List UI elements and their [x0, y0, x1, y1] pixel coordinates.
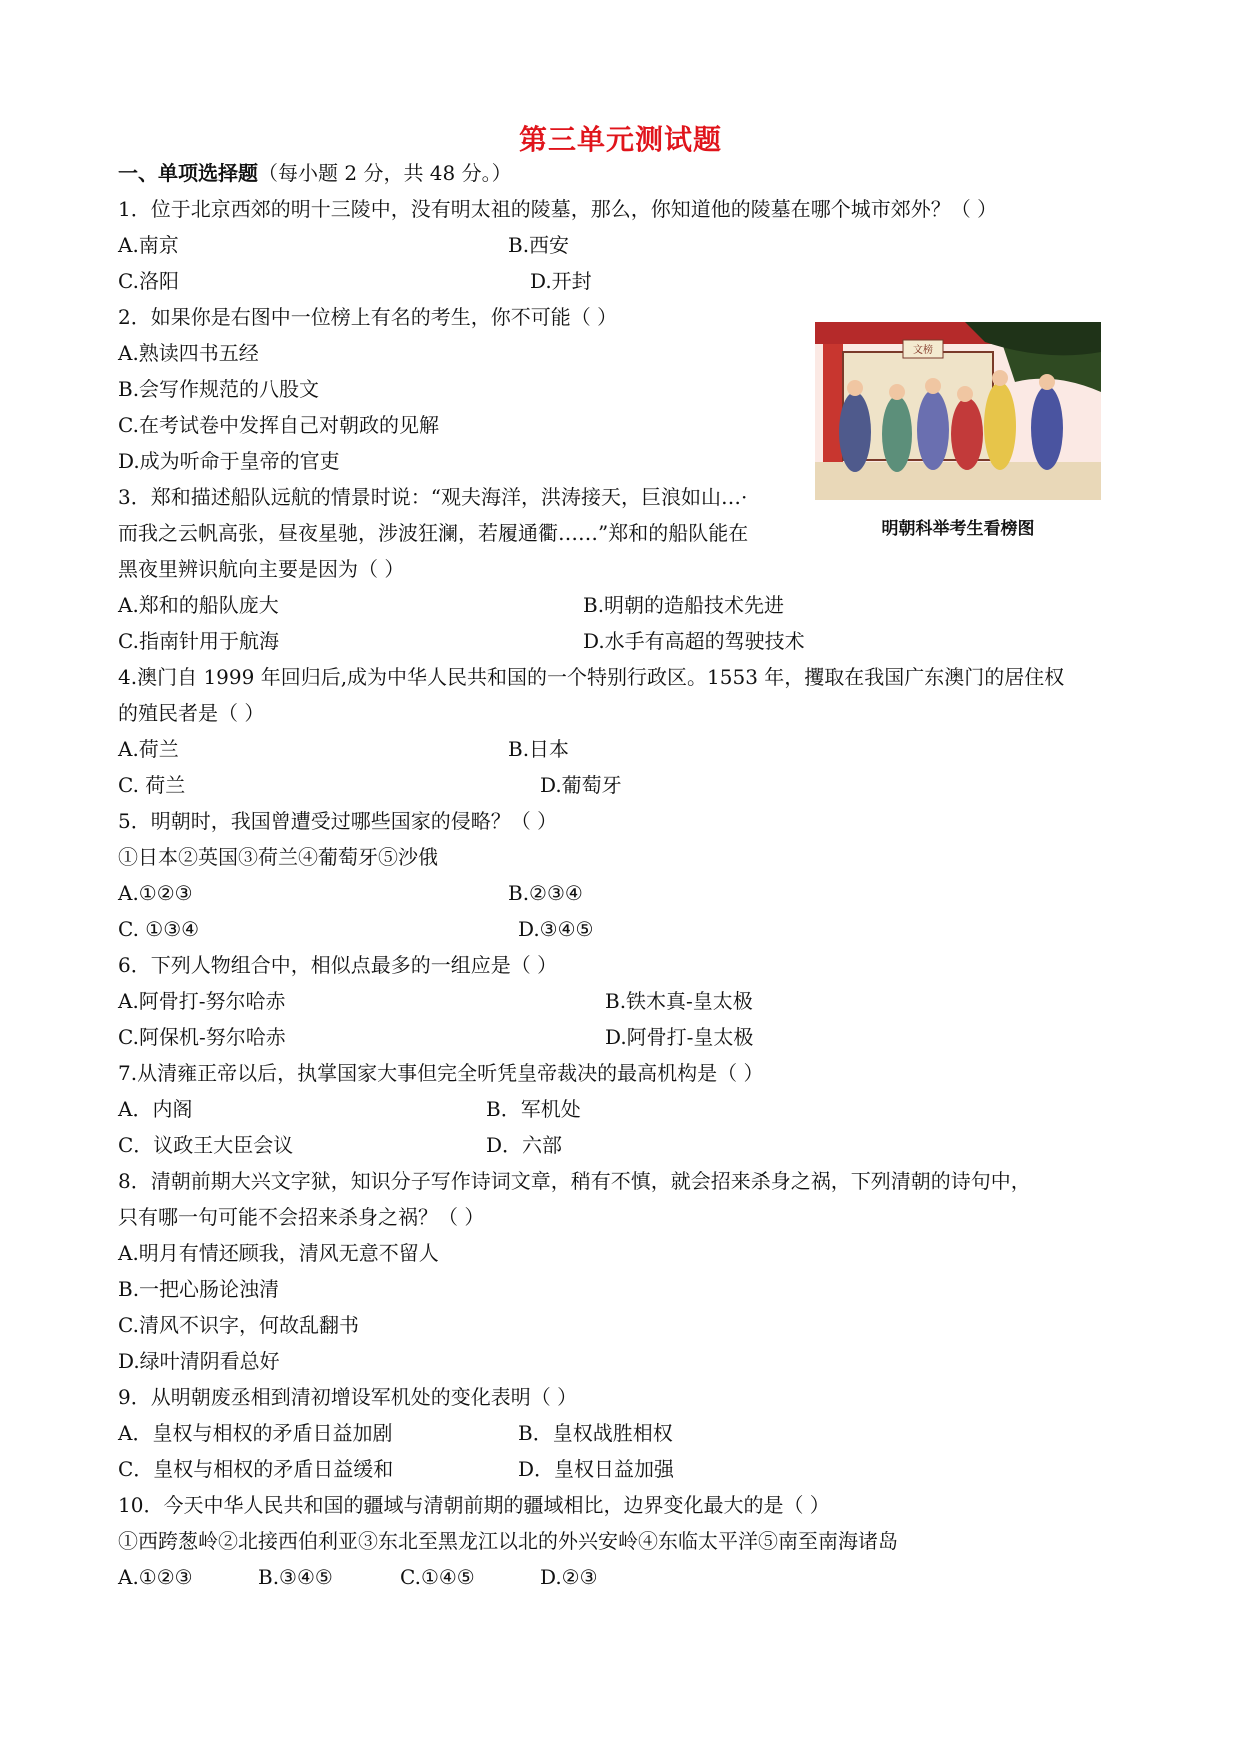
- q7-option-d: D．六部: [486, 1133, 563, 1157]
- question-3-stem-line1: 3．郑和描述船队远航的情景时说：“观夫海洋，洪涛接天，巨浪如山…·: [118, 485, 748, 509]
- q9-option-b: B．皇权战胜相权: [518, 1421, 673, 1445]
- question-3-stem-line2: 而我之云帆高张，昼夜星驰，涉波狂澜，若履通衢……”郑和的船队能在: [118, 521, 749, 545]
- plaque-text: 文榜: [913, 345, 933, 356]
- q4-option-b: B.日本: [508, 737, 570, 761]
- figure-caption: 明朝科举考生看榜图: [881, 519, 1035, 539]
- q2-option-c: C.在考试卷中发挥自己对朝政的见解: [118, 413, 439, 437]
- exam-results-illustration: [815, 322, 1101, 500]
- q6-option-d: D.阿骨打-皇太极: [605, 1025, 754, 1049]
- q5-option-c: C. ①③④: [118, 917, 200, 941]
- section-note: （每小题 2 分，共 48 分。）: [258, 161, 512, 185]
- q1-option-c: C.洛阳: [118, 269, 179, 293]
- question-1-stem: 1．位于北京西郊的明十三陵中，没有明太祖的陵墓，那么，你知道他的陵墓在哪个城市郊外？（ ）: [118, 197, 998, 221]
- q6-option-b: B.铁木真-皇太极: [605, 989, 753, 1013]
- q4-option-c: C. 荷兰: [118, 773, 186, 797]
- q1-option-d: D.开封: [530, 269, 592, 293]
- section-header: [118, 160, 512, 186]
- q5-option-b: B.②③④: [508, 881, 583, 905]
- question-3-stem-line3: 黑夜里辨识航向主要是因为（ ）: [118, 557, 405, 581]
- question-8-stem-line1: 8．清朝前期大兴文字狱，知识分子写作诗词文章，稍有不慎，就会招来杀身之祸，下列清朝的诗句中，: [118, 1169, 1031, 1193]
- q7-option-a: A．内阁: [118, 1097, 193, 1121]
- q3-option-c: C.指南针用于航海: [118, 629, 279, 653]
- q5-items: ①日本②英国③荷兰④葡萄牙⑤沙俄: [118, 845, 438, 869]
- q2-option-b: B.会写作规范的八股文: [118, 377, 320, 401]
- q9-option-c: C．皇权与相权的矛盾日益缓和: [118, 1457, 394, 1481]
- page-title: 第三单元测试题: [518, 123, 722, 156]
- section-heading: 一、单项选择题: [118, 161, 258, 185]
- question-5-stem: 5．明朝时，我国曾遭受过哪些国家的侵略？（ ）: [118, 809, 558, 833]
- q10-items: ①西跨葱岭②北接西伯利亚③东北至黑龙江以北的外兴安岭④东临太平洋⑤南至南海诸岛: [118, 1529, 898, 1553]
- q7-option-c: C．议政王大臣会议: [118, 1133, 294, 1157]
- q10-option-d: D.②③: [540, 1565, 598, 1589]
- q1-option-a: A.南京: [118, 233, 179, 257]
- q4-option-d: D.葡萄牙: [540, 773, 622, 797]
- q9-option-a: A．皇权与相权的矛盾日益加剧: [118, 1421, 393, 1445]
- q8-option-c: C.清风不识字，何故乱翻书: [118, 1313, 359, 1337]
- q5-option-d: D.③④⑤: [518, 917, 594, 941]
- q9-option-d: D．皇权日益加强: [518, 1457, 675, 1481]
- q10-option-a: A.①②③: [118, 1565, 193, 1589]
- question-7-stem: 7.从清雍正帝以后，执掌国家大事但完全听凭皇帝裁决的最高机构是（ ）: [118, 1061, 764, 1085]
- q3-option-a: A.郑和的船队庞大: [118, 593, 279, 617]
- q3-option-b: B.明朝的造船技术先进: [583, 593, 785, 617]
- question-2-stem: 2．如果你是右图中一位榜上有名的考生，你不可能（ ）: [118, 305, 618, 329]
- question-6-stem: 6．下列人物组合中，相似点最多的一组应是（ ）: [118, 953, 558, 977]
- q1-option-b: B.西安: [508, 233, 570, 257]
- q4-option-a: A.荷兰: [118, 737, 179, 761]
- question-8-stem-line2: 只有哪一句可能不会招来杀身之祸？（ ）: [118, 1205, 485, 1229]
- question-4-stem-line1: 4.澳门自 1999 年回归后,成为中华人民共和国的一个特别行政区。1553 年，攫取在我国广东澳门的居住权: [118, 665, 1065, 689]
- q8-option-d: D.绿叶清阴看总好: [118, 1349, 280, 1373]
- question-4-stem-line2: 的殖民者是（ ）: [118, 701, 265, 725]
- q10-option-b: B.③④⑤: [258, 1565, 333, 1589]
- q7-option-b: B．军机处: [486, 1097, 581, 1121]
- q8-option-a: A.明月有情还顾我，清风无意不留人: [118, 1241, 439, 1265]
- question-9-stem: 9．从明朝废丞相到清初增设军机处的变化表明（ ）: [118, 1385, 578, 1409]
- q2-option-d: D.成为听命于皇帝的官吏: [118, 449, 340, 473]
- q10-option-c: C.①④⑤: [400, 1565, 475, 1589]
- question-10-stem: 10．今天中华人民共和国的疆域与清朝前期的疆域相比，边界变化最大的是（ ）: [118, 1493, 830, 1517]
- q5-option-a: A.①②③: [118, 881, 193, 905]
- q8-option-b: B.一把心肠论浊清: [118, 1277, 280, 1301]
- q6-option-c: C.阿保机-努尔哈赤: [118, 1025, 286, 1049]
- q2-option-a: A.熟读四书五经: [118, 341, 259, 365]
- q3-option-d: D.水手有高超的驾驶技术: [583, 629, 805, 653]
- q6-option-a: A.阿骨打-努尔哈赤: [118, 989, 286, 1013]
